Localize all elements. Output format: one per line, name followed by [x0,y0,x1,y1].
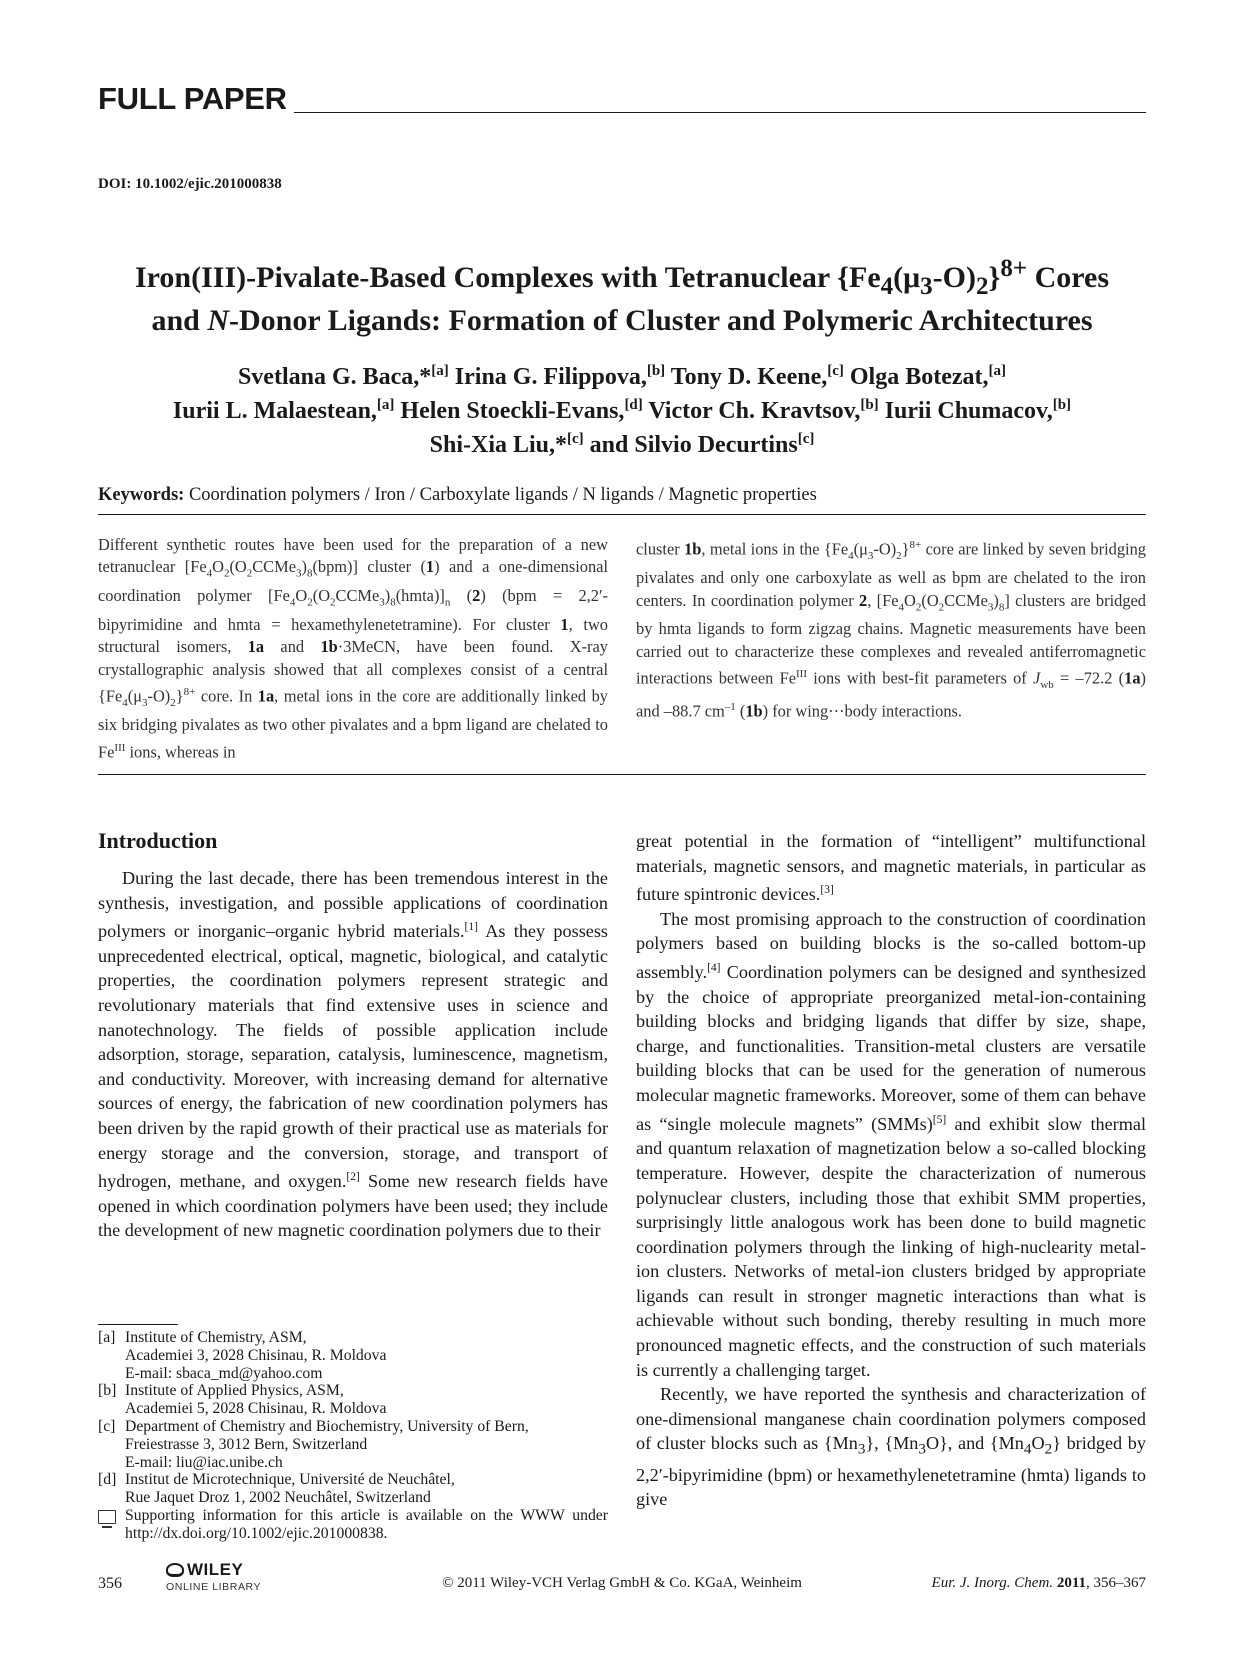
affiliation-footnotes [98,1329,608,1543]
author-line-1 [98,357,1146,391]
title-line-1: Iron(III)-Pivalate-Based Complexes with Tetranuclear $\{Fe_4(\mu_3-O)_2\}^{8+}$ Cores [134,255,1109,300]
running-header [98,82,1146,118]
monitor-icon [98,1510,116,1524]
footnote-c: [c] Department of Chemistry and Biochemistry, University of Bern, Freiestrasse 3, 3012 Bern, Switzerland E-mail: liu@iac.unibe.ch [98,1417,529,1471]
footnote-b: [b] Institute of Applied Physics, ASM, Academiei 5, 2028 Chisinau, R. Moldova [98,1382,387,1418]
keywords: Keywords: Coordination polymers / Iron / Carboxylate ligands / N ligands / Magnetic properties [98,485,817,505]
author: Victor Ch. Kravtsov,[b] [648,397,879,424]
copyright: © 2011 Wiley-VCH Verlag GmbH & Co. KGaA, Weinheim [442,1575,802,1591]
footnote-supporting-info: Supporting information for this article is available on the WWW under http://dx.doi.org/10.1002/ejic.201000838. [98,1507,608,1543]
author: Tony D. Keene,[c] [670,363,844,390]
author: Iurii Chumacov,[b] [884,397,1072,424]
abstract-left: Different synthetic routes have been used for the preparation of a new tetranuclear $[Fe_4O_2(O_2CCMe_3)_8(bpm)]$ cluster (1) and a one-dimensional coordination polymer $[Fe_4O_2(O_2CCMe_3)_8(hmta)]_n$ (2) (bpm = 2,2′-bipyrimidine and hmta = hexamethylenetetramine). For cluster 1, two structural isomers, 1a and 1b·3MeCN, have been found. X-ray crystallographic analysis showed that all complexes consist of a central $\{Fe_4(\mu_3-O)_2\}^{8+}$ core. In 1a, metal ions in the core are additionally linked by six bridging pivalates as two other pivalates and a bpm ligand are chelated to $Fe^{III}$ ions, whereas in [98,535,609,762]
article-type-label: FULL PAPER [98,81,287,116]
paragraph: During the last decade, there has been tremendous interest in the synthesis, investigation, and possible applications of coordination polymers or inorganic–organic hybrid materials.[1] As they possess unprecedented electrical, optical, magnetic, biological, and catalytic properties, the coordination polymers represent strategic and revolutionary materials that find extensive uses in science and nanotechnology. The fields of possible application include adsorption, storage, separation, catalysis, luminescence, magnetism, and conductivity. Moreover, with increasing demand for alternative sources of energy, the fabrication of new coordination polymers has been driven by the rapid growth of their practical use as materials for energy storage and the conversion, storage, and transport of hydrogen, methane, and oxygen.[2] Some new research fields have opened in which coordination polymers have been used; they include the development of new magnetic coordination polymers due to their [98,868,608,1241]
body-column-right [636,829,1146,1512]
section-heading: Introduction [98,828,218,853]
footnote-d: [d] Institut de Microtechnique, Université de Neuchâtel, Rue Jaquet Droz 1, 2002 Neuchâtel, Switzerland [98,1471,455,1507]
paragraph: The most promising approach to the construction of coordination polymers based on building blocks is the so-called bottom-up assembly.[4] Coordination polymers can be designed and synthesized by the choice of appropriate preorganized metal-ion-containing building blocks and bridging ligands that differ by size, shape, charge, and functionalities. Transition-metal clusters are versatile building blocks that can be used for the generation of numerous molecular magnetic frameworks. Moreover, some of them can behave as “single molecule magnets” (SMMs)[5] and exhibit slow thermal and quantum relaxation of magnetization below a so-called blocking temperature. However, despite the characterization of numerous polynuclear clusters, including those that exhibit SMM properties, surprisingly little analogous work has been done to build magnetic coordination polymers through the linking of high-nuclearity metal-ion clusters. Networks of metal-ion clusters bridged by appropriate ligands can result in stronger magnetic interactions than what is achievable without such bonding, thereby resulting in much more pronounced magnetic effects, and the construction of such materials is currently a challenging target. [636,908,1146,1380]
author: Olga Botezat,[a] [849,363,1007,390]
author: Iurii L. Malaestean,[a] [172,397,395,424]
page-footer [98,1560,1146,1600]
section-rule [98,514,1146,515]
title-line-2: and N-Donor Ligands: Formation of Cluster and Polymeric Architectures [151,304,1093,337]
author: Helen Stoeckli-Evans,[d] [400,397,643,424]
section-rule [98,774,1146,775]
author-line-3 [98,425,1146,459]
paragraph: Recently, we have reported the synthesis and characterization of one-dimensional manganese chain coordination polymers composed of cluster blocks such as $\{Mn_3\}$, $\{Mn_3O\}$, and $\{Mn_4O_2\}$ bridged by 2,2′-bipyrimidine (bpm) or hexamethylenetetramine (hmta) ligands to give [636,1384,1146,1510]
author: Irina G. Filippova,[b] [454,363,666,390]
article-title [98,252,1146,338]
author-list [98,357,1146,459]
footnote-a: [a] Institute of Chemistry, ASM, Academiei 3, 2028 Chisinau, R. Moldova E-mail: sbaca_md@yahoo.com [98,1329,387,1382]
abstract-right: cluster 1b, metal ions in the $\{Fe_4(\mu_3-O)_2\}^{8+}$ core are linked by seven bridging pivalates and only one carboxylate as well as bpm are chelated to the iron centers. In coordination polymer 2, $[Fe_4O_2(O_2CCMe_3)_8]$ clusters are bridged by hmta ligands to form zigzag chains. Magnetic measurements have been carried out to characterize these complexes and revealed antiferromagnetic interactions between $Fe^{III}$ ions with best-fit parameters of $J_{wb} = -72.2$ (1a) and –88.7 $cm^{-1}$ (1b) for wing···body interactions. [636,539,1147,721]
footnote-rule [98,1324,178,1325]
author-line-2 [98,391,1146,425]
journal-citation: Eur. J. Inorg. Chem. 2011, 356–367 [931,1575,1146,1591]
body-column-left [98,866,608,1243]
header-rule [294,112,1146,113]
author: and Silvio Decurtins[c] [589,431,815,458]
paragraph: great potential in the formation of “intelligent” multifunctional materials, magnetic sensors, and magnetic materials, in particular as future spintronic devices.[3] [636,831,1146,905]
wiley-online-library-logo: WILEY ONLINE LIBRARY [166,1560,262,1593]
doi: DOI: 10.1002/ejic.201000838 [98,176,282,192]
author: Shi-Xia Liu,*[c] [429,431,584,458]
page-number: 356 [98,1575,122,1592]
author: Svetlana G. Baca,*[a] [237,363,449,390]
